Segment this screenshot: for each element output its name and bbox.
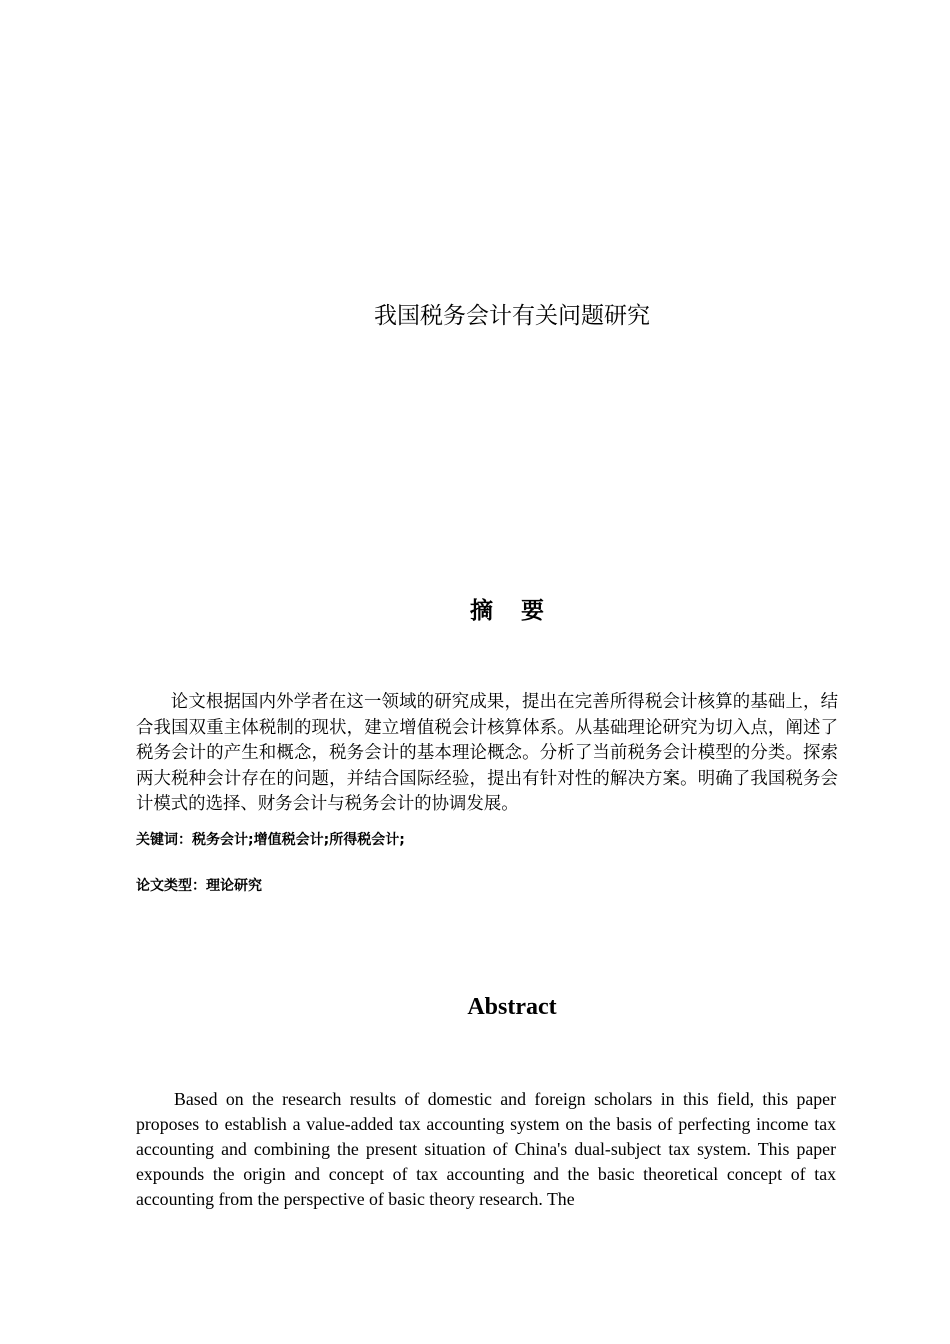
english-abstract-body: Based on the research results of domestic and foreign scholars in this field, this paper proposes to establish a value-added tax accounting system on the basis of perfecting income tax accounting and combining the present situation of China's dual-subject tax system. This paper expounds the origin and concept of tax accounting and the basic theoretical concept of tax accounting from the perspective of basic theory research. The <box>136 1089 836 1209</box>
paper-type-line: 论文类型：理论研究 <box>136 878 262 894</box>
document-title: 我国税务会计有关问题研究 <box>374 303 650 329</box>
chinese-abstract-body: 论文根据国内外学者在这一领域的研究成果，提出在完善所得税会计核算的基础上，结合我国双重主体税制的现状，建立增值税会计核算体系。从基础理论研究为切入点，阐述了税务会计的产生和概念，税务会计的基本理论概念。分析了当前税务会计模型的分类。探索两大税种会计存在的问题，并结合国际经验，提出有针对性的解决方案。明确了我国税务会计模式的选择、财务会计与税务会计的协调发展。 <box>136 692 838 815</box>
chinese-abstract-heading: 摘 要 <box>469 597 554 624</box>
keywords-line: 关键词：税务会计;增值税会计;所得税会计; <box>136 832 405 848</box>
english-abstract-heading: Abstract <box>467 994 557 1020</box>
